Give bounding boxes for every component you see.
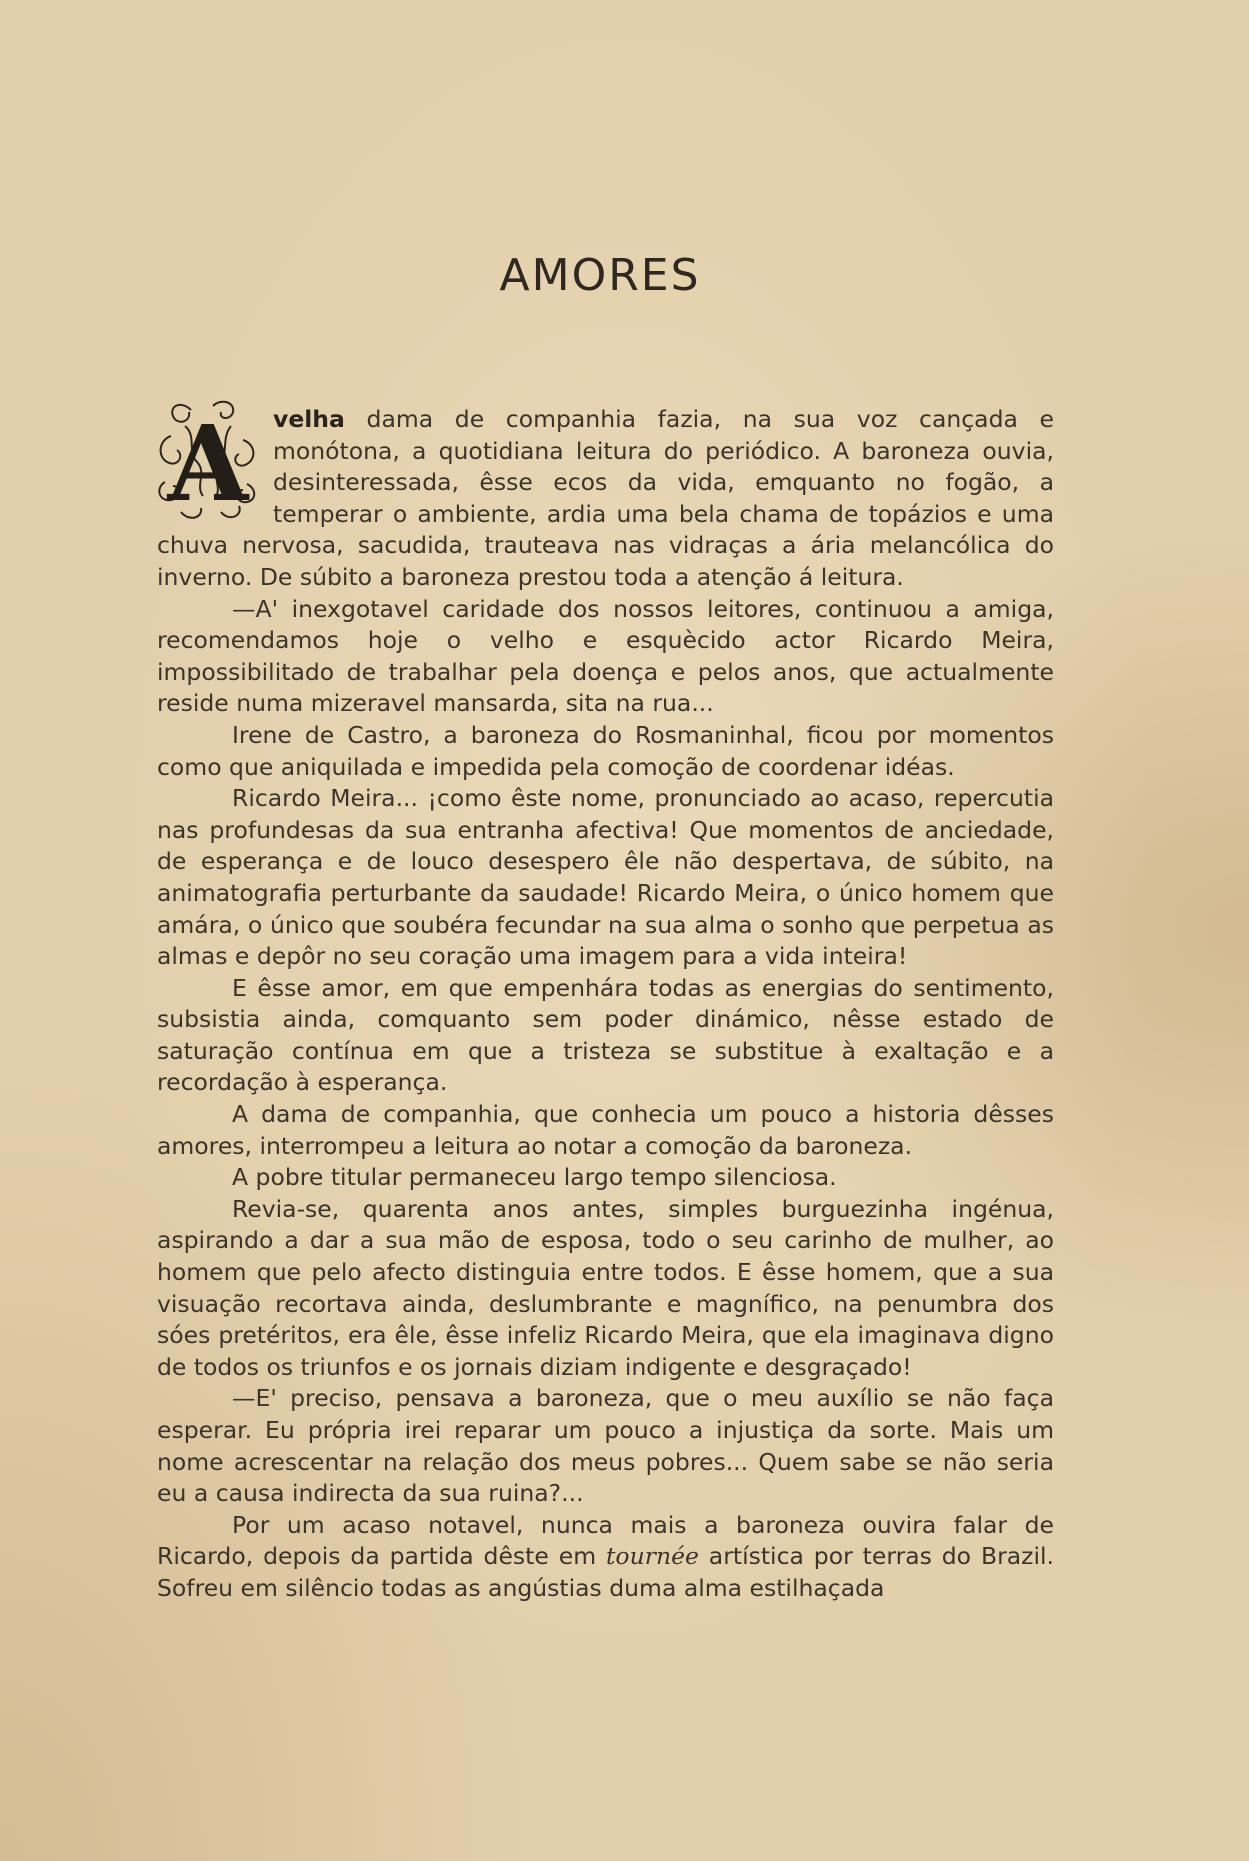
paragraph-8: Revia-se, quarenta anos antes, simples burguezinha ingénua, aspirando a dar a sua mão de esposa, todo o seu carinho de mulher, ao homem que pelo afecto distinguia entre todos. E êsse homem, que a sua visuação recortava ainda, deslumbrante e magnífico, na penumbra dos sóes pretéritos, era êle, êsse infeliz Ricardo Meira, que ela imaginava digno de todos os triunfos e os jornais diziam indigente e desgraçado!: [157, 1194, 1054, 1381]
paragraph-1-text: dama de companhia fazia, na sua voz cançada e monótona, a quotidiana leitura do periódico. A baroneza ouvia, desinteressada, êsse ecos da vida, emquanto no fogão, a temperar o ambiente, ardia uma bela chama de topázios e uma chuva nervosa, sacudida, trauteava nas vidraças a ária melancólica do inverno. De súbito a baroneza prestou toda a atenção á leitura.: [157, 405, 1054, 591]
lead-word: velha: [273, 405, 345, 433]
paragraph-10-text-after: artística por terras do Brazil. Sofreu em silêncio todas as angústias duma alma estilhaçada: [157, 1542, 1054, 1602]
paragraph-4: Ricardo Meira... ¡como êste nome, pronunciado ao acaso, repercutia nas profundesas da sua entranha afectiva! Que momentos de anciedade, de esperança e de louco desespero êle não despertava, de súbito, na animatografia perturbante da saudade! Ricardo Meira, o único homem que amára, o único que soubéra fecundar na sua alma o sonho que perpetua as almas e depôr no seu coração uma imagem para a vida inteira!: [157, 784, 1054, 971]
paragraph-6: A dama de companhia, que conhecia um pouco a historia dêsses amores, interrompeu a leitura ao notar a comoção da baroneza.: [157, 1100, 1054, 1160]
paragraph-2: —A' inexgotavel caridade dos nossos leitores, continuou a amiga, recomendamos hoje o velho e esquècido actor Ricardo Meira, impossibilitado de trabalhar pela doença e pelos anos, que actualmente reside numa mizeravel mansarda, sita na rua...: [157, 594, 1054, 718]
paragraph-10-text-before: Por um acaso notavel, nunca mais a baroneza ouvira falar de Ricardo, depois da partida dêste em: [157, 1510, 1054, 1571]
page-title: AMORES: [499, 250, 701, 301]
paragraph-9: —E' preciso, pensava a baroneza, que o meu auxílio se não faça esperar. Eu própria irei reparar um pouco a injustiça da sorte. Mais um nome acrescentar na relação dos meus pobres... Quem sabe se não seria eu a causa indirecta da sua ruina?...: [157, 1384, 1054, 1508]
paragraph-5: E êsse amor, em que empenhára todas as energias do sentimento, subsistia ainda, comquanto sem poder dinámico, nêsse estado de saturação contínua em que a tristeza se substitue à exaltação e a recordação à esperança.: [157, 973, 1054, 1097]
italic-word: tournée: [605, 1542, 699, 1571]
body-text: [157, 404, 1054, 1605]
svg-text:A: A: [167, 402, 249, 525]
ornamental-dropcap-icon: [151, 396, 265, 526]
paragraph-10: [157, 1510, 1054, 1605]
paragraph-7: A pobre titular permaneceu largo tempo silenciosa.: [232, 1163, 837, 1192]
paragraph-3: Irene de Castro, a baroneza do Rosmaninhal, ficou por momentos como que aniquilada e impedida pela comoção de coordenar idéas.: [157, 720, 1054, 781]
paragraph-1: [157, 404, 1054, 594]
